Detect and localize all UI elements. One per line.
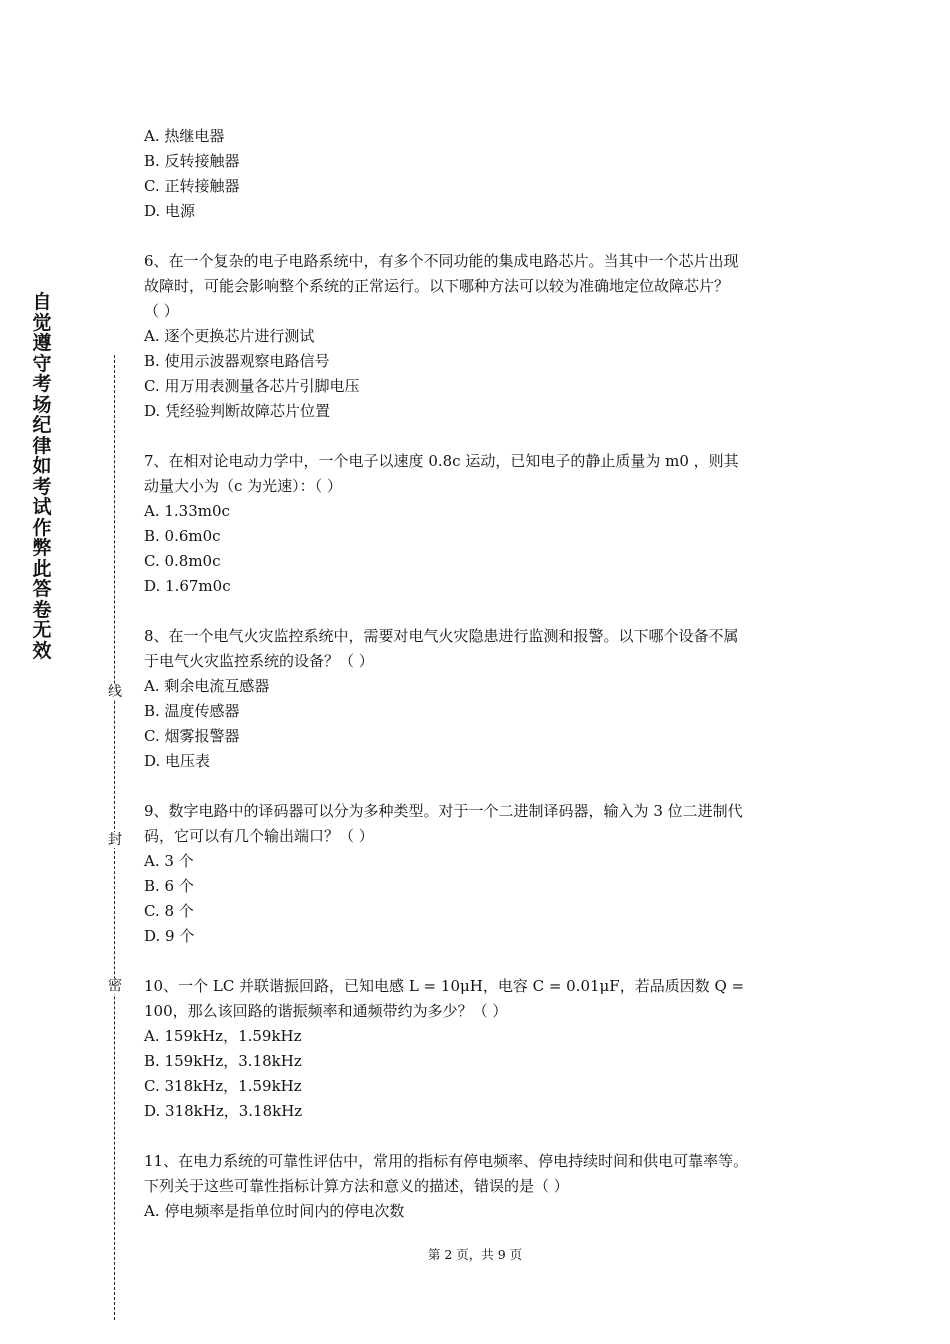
question-line: 7、在相对论电动力学中，一个电子以速度 0.8c 运动，已知电子的静止质量为 m0 ，则其: [144, 452, 739, 470]
seal-mark-line: 线: [108, 684, 122, 700]
warning-char: 效: [32, 639, 52, 662]
question-10: [144, 974, 814, 1124]
option-a[interactable]: A. 159kHz，1.59kHz: [144, 1027, 302, 1045]
question-line: 8、在一个电气火灾监控系统中，需要对电气火灾隐患进行监测和报警。以下哪个设备不属: [144, 627, 739, 645]
option-a[interactable]: A. 停电频率是指单位时间内的停电次数: [144, 1202, 405, 1220]
question-line: 动量大小为（c 为光速）：（ ）: [144, 477, 342, 495]
question-content: [144, 124, 814, 1224]
option-a[interactable]: A. 1.33m0c: [144, 502, 230, 520]
question-7: [144, 449, 814, 599]
seal-mark-seal: 封: [108, 832, 122, 848]
warning-char: 此: [32, 557, 52, 580]
question-line: 10、一个 LC 并联谐振回路，已知电感 L = 10μH，电容 C = 0.01μF，若品质因数 Q =: [144, 977, 745, 995]
warning-char: 卷: [32, 598, 52, 621]
option-a[interactable]: A. 逐个更换芯片进行测试: [144, 327, 315, 345]
option-b[interactable]: B. 温度传感器: [144, 702, 240, 720]
option-d[interactable]: D. 9 个: [144, 927, 195, 945]
question-line: 下列关于这些可靠性指标计算方法和意义的描述，错误的是（ ）: [144, 1177, 569, 1195]
option-c[interactable]: C. 烟雾报警器: [144, 727, 240, 745]
option-d[interactable]: D. 凭经验判断故障芯片位置: [144, 402, 331, 420]
warning-char: 考: [32, 373, 52, 395]
page-number-footer: 第 2 页，共 9 页: [427, 1247, 523, 1262]
question-line: （ ）: [144, 302, 179, 320]
option-b[interactable]: B. 使用示波器观察电路信号: [144, 352, 330, 370]
option-c[interactable]: C. 正转接触器: [144, 177, 240, 195]
option-b[interactable]: B. 反转接触器: [144, 152, 240, 170]
seal-mark-secret: 密: [108, 978, 122, 994]
option-a[interactable]: A. 热继电器: [144, 127, 225, 145]
question-11: [144, 1149, 814, 1224]
warning-char: 守: [32, 352, 52, 375]
question-6: [144, 249, 814, 424]
option-a[interactable]: A. 3 个: [144, 852, 194, 870]
option-c[interactable]: C. 318kHz，1.59kHz: [144, 1077, 302, 1095]
question-8: [144, 624, 814, 774]
warning-char: 试: [32, 496, 52, 518]
warning-char: 律: [32, 434, 52, 457]
warning-char: 遵: [32, 332, 52, 354]
question-line: 于电气火灾监控系统的设备？（ ）: [144, 652, 374, 670]
exam-integrity-warning: [30, 292, 54, 661]
question-line: 故障时，可能会影响整个系统的正常运行。以下哪种方法可以较为准确地定位故障芯片？: [144, 277, 730, 295]
warning-char: 觉: [32, 311, 52, 334]
option-d[interactable]: D. 电源: [144, 202, 196, 220]
option-c[interactable]: C. 8 个: [144, 902, 194, 920]
option-b[interactable]: B. 159kHz，3.18kHz: [144, 1052, 302, 1070]
warning-char: 作: [32, 516, 52, 539]
option-c[interactable]: C. 0.8m0c: [144, 552, 221, 570]
question-line: 6、在一个复杂的电子电路系统中，有多个不同功能的集成电路芯片。当其中一个芯片出现: [144, 252, 739, 270]
warning-char: 自: [32, 291, 52, 313]
warning-char: 无: [32, 619, 52, 641]
question-line: 11、在电力系统的可靠性评估中，常用的指标有停电频率、停电持续时间和供电可靠率等。: [144, 1152, 749, 1170]
option-a[interactable]: A. 剩余电流互感器: [144, 677, 270, 695]
warning-char: 答: [32, 578, 52, 600]
question-line: 码，它可以有几个输出端口？（ ）: [144, 827, 374, 845]
warning-char: 如: [32, 455, 52, 477]
option-d[interactable]: D. 318kHz，3.18kHz: [144, 1102, 303, 1120]
warning-char: 弊: [32, 537, 52, 559]
warning-char: 纪: [32, 414, 52, 436]
previous-question-options: [144, 124, 814, 224]
option-d[interactable]: D. 电压表: [144, 752, 211, 770]
option-c[interactable]: C. 用万用表测量各芯片引脚电压: [144, 377, 360, 395]
warning-char: 场: [32, 393, 52, 416]
warning-char: 考: [32, 475, 52, 498]
option-b[interactable]: B. 0.6m0c: [144, 527, 221, 545]
question-9: [144, 799, 814, 949]
question-line: 100，那么该回路的谐振频率和通频带约为多少？（ ）: [144, 1002, 508, 1020]
option-b[interactable]: B. 6 个: [144, 877, 194, 895]
option-d[interactable]: D. 1.67m0c: [144, 577, 231, 595]
question-line: 9、数字电路中的译码器可以分为多种类型。对于一个二进制译码器，输入为 3 位二进制代: [144, 802, 743, 820]
